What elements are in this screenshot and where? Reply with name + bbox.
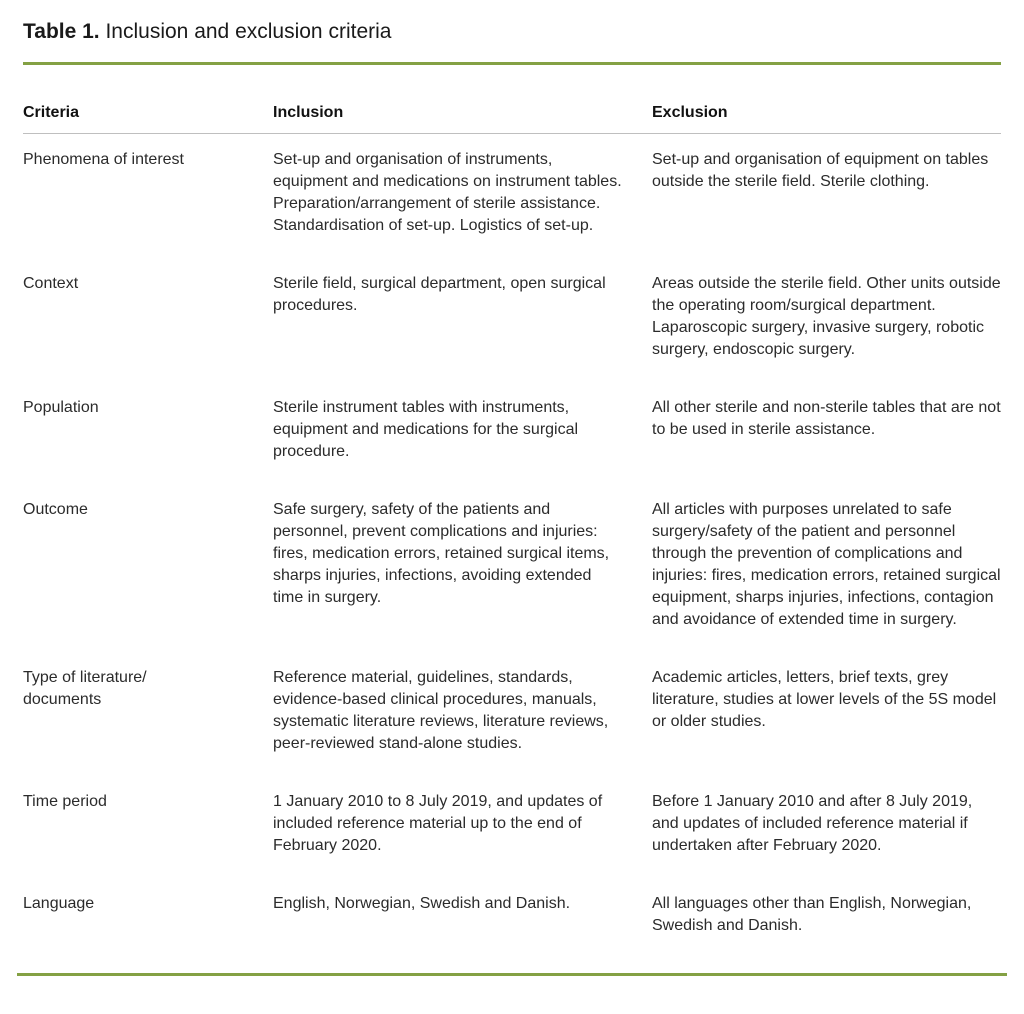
inclusion-cell: English, Norwegian, Swedish and Danish.: [273, 895, 571, 912]
criteria-cell: Time period: [23, 793, 107, 810]
inclusion-cell: Sterile field, surgical department, open surgical procedures.: [273, 275, 606, 314]
inclusion-cell: Reference material, guidelines, standards, evidence-based clinical procedures, manuals, systematic literature reviews, literature reviews, peer-reviewed stand-alone studies.: [273, 669, 609, 752]
column-header-exclusion: Exclusion: [652, 103, 1001, 134]
table-title: [23, 18, 1001, 46]
criteria-table: [23, 103, 1001, 937]
exclusion-cell: Before 1 January 2010 and after 8 July 2019, and updates of included reference material if undertaken after February 2020.: [652, 793, 973, 854]
inclusion-cell: 1 January 2010 to 8 July 2019, and updates of included reference material up to the end of February 2020.: [273, 793, 603, 854]
table-row: [23, 149, 1001, 237]
table-row: [23, 397, 1001, 463]
inclusion-cell: Set-up and organisation of instruments, equipment and medications on instrument tables. Preparation/arrangement of sterile assistance. Standardisation of set-up. Logistics of set-up.: [273, 151, 622, 234]
table-header-row: [23, 103, 1001, 134]
exclusion-cell: Areas outside the sterile field. Other units outside the operating room/surgical department. Laparoscopic surgery, invasive surgery, robotic surgery, endoscopic surgery.: [652, 275, 1001, 358]
table-row: [23, 499, 1001, 631]
inclusion-cell: Sterile instrument tables with instruments, equipment and medications for the surgical procedure.: [273, 399, 579, 460]
column-header-inclusion: Inclusion: [273, 103, 652, 134]
exclusion-cell: All languages other than English, Norwegian, Swedish and Danish.: [652, 895, 972, 934]
criteria-cell: Type of literature/ documents: [23, 669, 147, 708]
criteria-cell: Context: [23, 275, 79, 292]
table-row: [23, 667, 1001, 755]
table-title-label: Table 1.: [23, 20, 100, 43]
table-title-text: Inclusion and exclusion criteria: [99, 20, 392, 43]
accent-rule-top: [23, 62, 1001, 65]
criteria-cell: Phenomena of interest: [23, 151, 184, 168]
table-body: [23, 134, 1001, 937]
inclusion-cell: Safe surgery, safety of the patients and personnel, prevent complications and injuries: fires, medication errors, retained surgical items, sharps injuries, infections, avoiding extended time in surgery.: [273, 501, 610, 606]
criteria-cell: Language: [23, 895, 95, 912]
column-header-criteria: Criteria: [23, 103, 273, 134]
exclusion-cell: Set-up and organisation of equipment on tables outside the sterile field. Sterile clothing.: [652, 151, 989, 190]
exclusion-cell: Academic articles, letters, brief texts, grey literature, studies at lower levels of the 5S model or older studies.: [652, 669, 997, 730]
table-row: [23, 893, 1001, 937]
criteria-cell: Outcome: [23, 501, 88, 518]
exclusion-cell: All articles with purposes unrelated to safe surgery/safety of the patient and personnel through the prevention of complications and injuries: fires, medication errors, retained surgical equipment, sharps injuries, infections, contagion and avoidance of extended time in surgery.: [652, 501, 1001, 628]
accent-rule-bottom: [17, 973, 1007, 976]
exclusion-cell: All other sterile and non-sterile tables that are not to be used in sterile assistance.: [652, 399, 1001, 438]
criteria-cell: Population: [23, 399, 99, 416]
table-row: [23, 791, 1001, 857]
table-row: [23, 273, 1001, 361]
